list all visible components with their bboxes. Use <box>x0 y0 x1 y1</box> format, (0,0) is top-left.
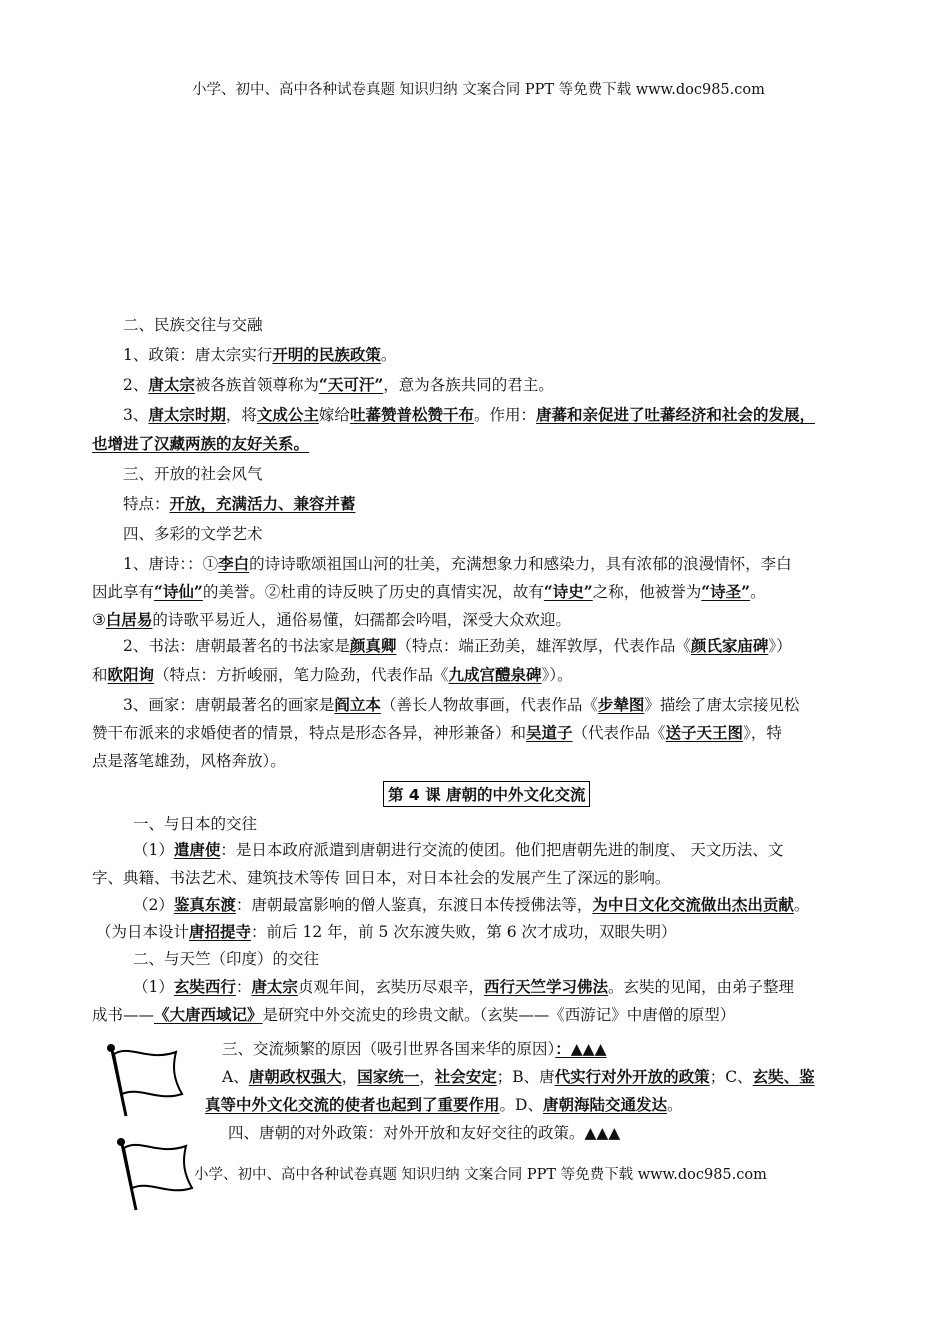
key-term: 国家统一 <box>357 1067 420 1086</box>
text: 成书—— <box>92 1006 155 1024</box>
key-term: 颜氏家庙碑 <box>690 636 769 655</box>
text: 》） <box>768 637 792 655</box>
text: 。 <box>380 346 397 364</box>
paragraph-envoy-line1 <box>133 838 783 860</box>
key-term: 开放，充满活力、兼容并蓄 <box>169 494 356 513</box>
key-term: 唐太宗 <box>251 977 298 996</box>
paragraph-calligraphy-line1 <box>123 634 792 656</box>
text: （2） <box>133 896 174 914</box>
key-term: “诗史” <box>543 582 593 601</box>
key-term: 步辇图 <box>597 695 645 714</box>
text: 特点： <box>123 495 170 513</box>
key-term: 代实行对外开放的政策 <box>554 1067 710 1086</box>
key-term: 唐招提寺 <box>189 922 252 941</box>
paragraph-policy <box>123 343 396 365</box>
paragraph-poetry-line1 <box>123 552 792 574</box>
section-heading-foreign-policy <box>228 1121 620 1143</box>
text: 是研究中外交流史的珍贵文献。（玄奘——《西游记》中唐僧的原型） <box>262 1006 736 1024</box>
key-term: 也增进了汉藏两族的友好关系。 <box>92 434 310 453</box>
text: 被各族首领尊称为 <box>194 376 319 394</box>
paragraph-jianzhen-line1 <box>133 893 809 915</box>
paragraph-envoy-line2 <box>92 866 670 888</box>
key-term: “诗圣” <box>701 582 751 601</box>
paragraph-xuanzang-line1 <box>133 975 794 997</box>
text: 。玄奘的见闻，由弟子整理 <box>607 978 794 996</box>
paragraph-marriage-line2 <box>92 432 309 454</box>
text: 》）。 <box>541 666 573 684</box>
paragraph-reasons-line1 <box>222 1065 815 1087</box>
key-term: 李白 <box>218 554 250 573</box>
key-term: 送子天王图 <box>665 723 744 742</box>
text: 3、画家：唐朝最著名的画家是 <box>123 696 335 714</box>
key-term: 吐蕃赞普松赞干布 <box>349 405 474 424</box>
text: 。作用： <box>473 406 536 424</box>
key-term: 《大唐西域记》 <box>154 1005 263 1024</box>
text: 3、 <box>123 406 149 424</box>
text: 。 <box>793 896 810 914</box>
paragraph-calligraphy-line2 <box>92 663 573 685</box>
text: 。 <box>750 583 766 601</box>
key-term: 玄奘西行 <box>173 977 236 996</box>
text: 1、政策：唐太宗实行 <box>123 346 273 364</box>
text: ， <box>341 1068 358 1086</box>
text: 四、唐朝的对外政策：对外开放和友好交往的政策。 <box>228 1124 585 1142</box>
paragraph-khan <box>123 373 554 395</box>
key-term: 唐太宗 <box>148 375 195 394</box>
key-term: 唐蕃和亲促进了吐蕃经济和社会的发展， <box>535 405 815 424</box>
text: （为日本设计 <box>96 923 190 941</box>
paragraph-reasons-line2 <box>205 1093 682 1115</box>
section-heading-india: 二、与天竺（印度）的交往 <box>133 950 320 968</box>
text: 点是落笔雄劲，风格奔放）。 <box>92 752 286 770</box>
text: ：唐朝最富影响的僧人鉴真，东渡日本传授佛法等， <box>235 896 593 914</box>
paragraph-society <box>123 492 356 514</box>
text: 之称，他被誉为 <box>592 583 702 601</box>
text: 贞观年间，玄奘历尽艰辛， <box>297 978 484 996</box>
paragraph-marriage-line1 <box>123 403 815 425</box>
key-term: 九成宫醴泉碑 <box>448 665 542 684</box>
key-term: 为中日文化交流做出杰出贡献 <box>592 895 794 914</box>
text: （1） <box>133 841 174 859</box>
flag-icon <box>110 1134 200 1212</box>
text: 。D、 <box>499 1096 543 1114</box>
text: ；C、 <box>709 1068 753 1086</box>
key-term: “天可汗” <box>318 375 384 394</box>
text: 2、书法：唐朝最著名的书法家是 <box>123 637 350 655</box>
lesson-title: 第 4 课 唐朝的中外文化交流 <box>383 781 590 807</box>
key-term: 玄奘、鉴 <box>752 1067 815 1086</box>
key-term: 社会安定 <box>434 1067 497 1086</box>
text: （代表作品《 <box>572 724 666 742</box>
text: ③ <box>92 611 106 629</box>
page-header: 小学、初中、高中各种试卷真题 知识归纳 文案合同 PPT 等免费下载 www.doc985.com <box>192 82 765 98</box>
text: ；B、唐 <box>496 1068 555 1086</box>
section-heading-arts: 四、多彩的文学艺术 <box>123 525 263 543</box>
key-term: 欧阳询 <box>107 665 155 684</box>
text: ，意为各族共同的君主。 <box>383 376 554 394</box>
text: 》，特 <box>743 724 782 742</box>
text: 的诗诗歌颂祖国山河的壮美，充满想象力和感染力，具有浓郁的浪漫情怀，李白 <box>249 555 792 573</box>
flag-icon <box>100 1040 190 1118</box>
text: 1、唐诗：：① <box>123 555 219 573</box>
page-footer: 小学、初中、高中各种试卷真题 知识归纳 文案合同 PPT 等免费下载 www.doc985.com <box>194 1167 767 1183</box>
text: 和 <box>92 666 108 684</box>
text: （特点：方折峻丽，笔力险劲，代表作品《 <box>154 666 449 684</box>
importance-stars: ▲▲▲ <box>584 1124 621 1142</box>
text: （1） <box>133 978 174 996</box>
paragraph-jianzhen-line2 <box>96 920 677 942</box>
key-term: 吴道子 <box>526 723 573 742</box>
key-term: 西行天竺学习佛法 <box>483 977 608 996</box>
key-term: 阎立本 <box>334 695 381 714</box>
text: A、 <box>222 1068 249 1086</box>
paragraph-painting-line3 <box>92 749 286 771</box>
paragraph-painting-line1 <box>123 693 799 715</box>
text: 2、 <box>123 376 149 394</box>
key-term: 唐太宗时期 <box>148 405 226 424</box>
section-heading-reasons <box>222 1037 607 1059</box>
text: 因此享有 <box>92 583 155 601</box>
key-term: 真等中外文化交流的使者也起到了重要作用 <box>205 1095 500 1114</box>
key-term: 开明的民族政策 <box>272 345 381 364</box>
text: ：前后 12 年，前 5 次东渡失败，第 6 次才成功，双眼失明） <box>251 923 677 941</box>
text: 三、交流频繁的原因（吸引世界各国来华的原因） <box>222 1040 556 1058</box>
key-term: 遣唐使 <box>173 840 221 859</box>
key-term: “诗仙” <box>154 582 203 601</box>
paragraph-xuanzang-line2 <box>92 1003 735 1025</box>
text: ，将 <box>225 406 257 424</box>
text: 赞干布派来的求婚使者的情景，特点是形态各异，神形兼备）和 <box>92 724 527 742</box>
text: ： <box>235 978 252 996</box>
importance-stars: ：▲▲▲ <box>555 1040 607 1058</box>
key-term: 唐朝政权强大 <box>248 1067 342 1086</box>
key-term: 鉴真东渡 <box>173 895 236 914</box>
text: 的诗歌平易近人，通俗易懂，妇孺都会吟唱，深受大众欢迎。 <box>152 611 571 629</box>
text: ， <box>419 1068 435 1086</box>
key-term: 白居易 <box>105 610 153 629</box>
key-term: 唐朝海陆交通发达 <box>542 1095 667 1114</box>
text: ：是日本政府派遣到唐朝进行交流的使团。他们把唐朝先进的制度、 天文历法、文 <box>220 841 784 859</box>
text: （特点：端正劲美，雄浑敦厚，代表作品《 <box>396 637 691 655</box>
text: 嫁给 <box>318 406 350 424</box>
section-heading-society: 三、开放的社会风气 <box>123 465 263 483</box>
text: 的美誉。②杜甫的诗反映了历史的真情实况，故有 <box>202 583 544 601</box>
paragraph-poetry-line3 <box>92 608 571 630</box>
text: （善长人物故事画，代表作品《 <box>380 696 598 714</box>
text: 字、典籍、书法艺术、建筑技术等传 回日本，对日本社会的发展产生了深远的影响。 <box>92 869 671 887</box>
section-heading-ethnic: 二、民族交往与交融 <box>123 316 263 334</box>
key-term: 文成公主 <box>256 405 319 424</box>
paragraph-painting-line2 <box>92 721 782 743</box>
text: 。 <box>666 1096 683 1114</box>
paragraph-poetry-line2 <box>92 580 766 602</box>
section-heading-japan: 一、与日本的交往 <box>133 815 258 833</box>
text: 》描绘了唐太宗接见松 <box>644 696 800 714</box>
key-term: 颜真卿 <box>349 636 397 655</box>
